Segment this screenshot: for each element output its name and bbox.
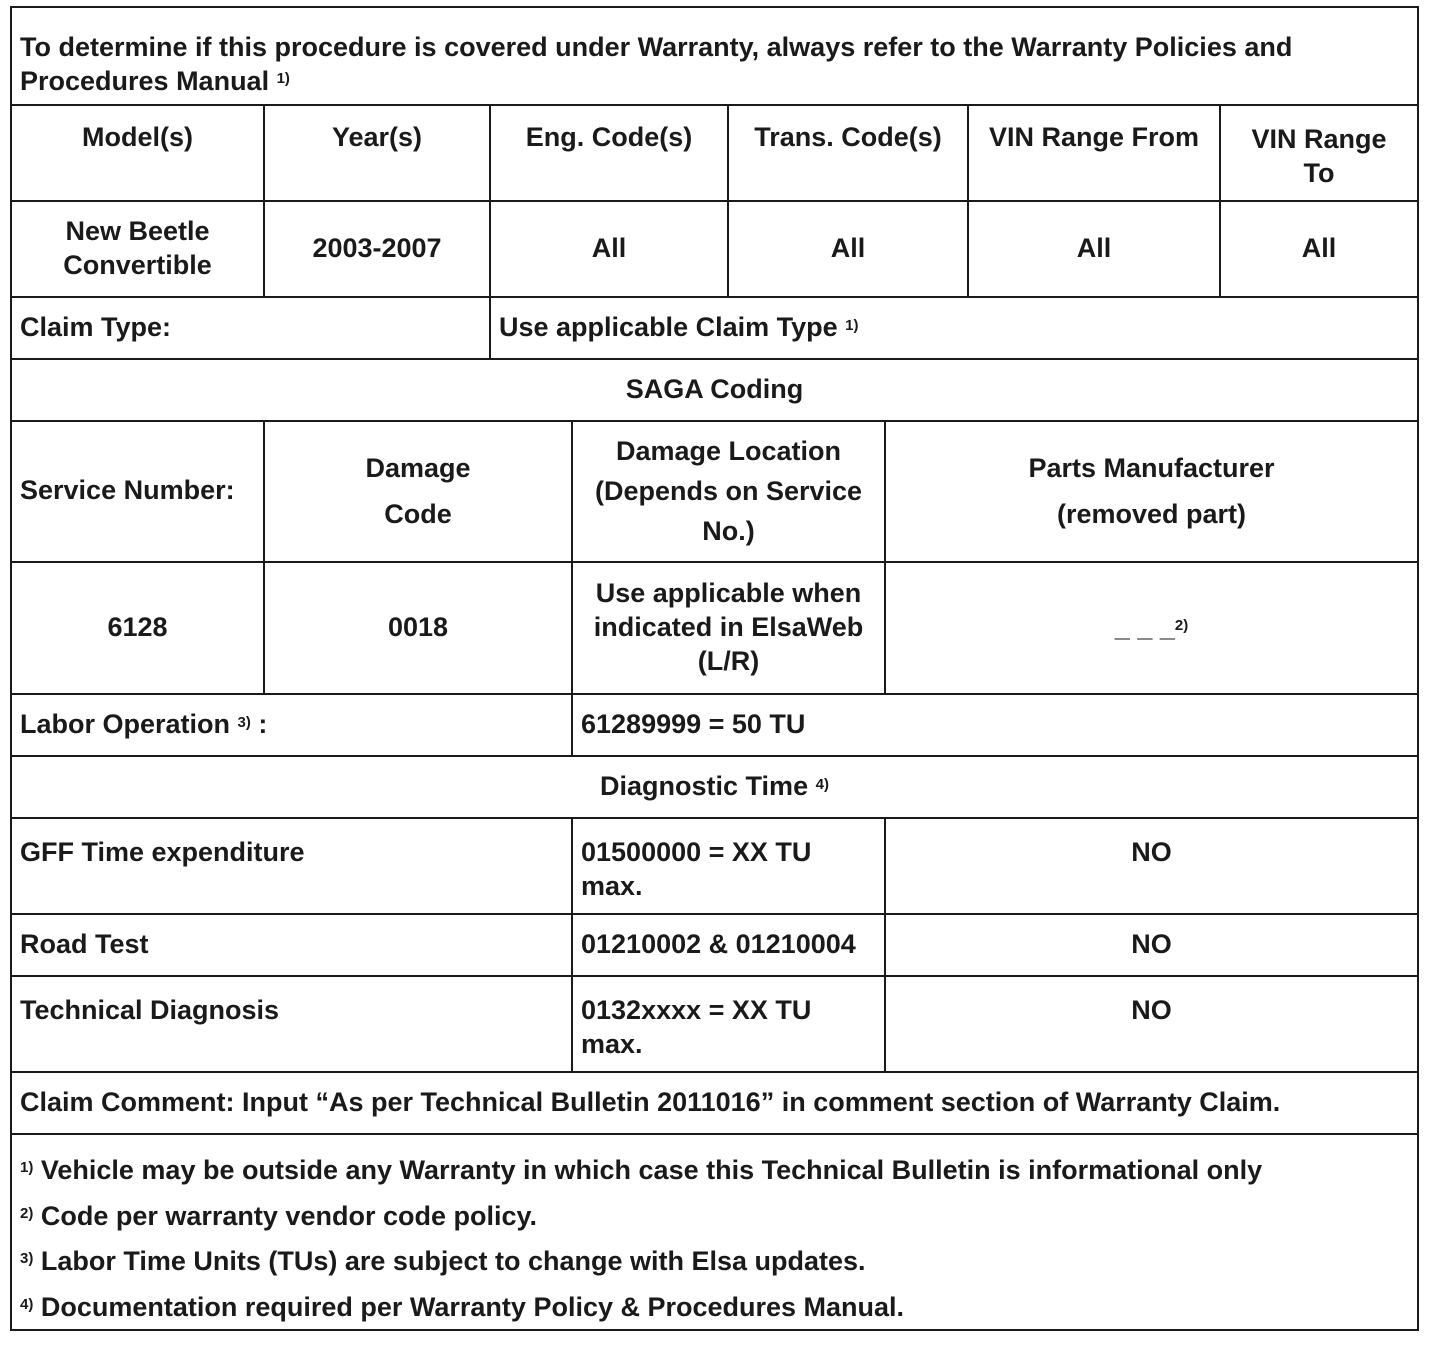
diag-code: 0132xxxx = XX TU max. (573, 975, 886, 1071)
diagnostic-title: Diagnostic Time $^{4)}$ (600, 770, 829, 801)
cell-trans-codes: All (729, 200, 969, 296)
saga-damage-code: 0018 (265, 561, 573, 693)
diagnostic-row-gff (12, 817, 1417, 915)
diagnostic-row-road-test (12, 913, 1417, 977)
cell-eng-codes: All (491, 200, 729, 296)
saga-damage-location: Use applicable when indicated in ElsaWeb (L/R) (573, 561, 886, 693)
header-years: Year(s) (265, 104, 491, 200)
saga-title-row (12, 358, 1417, 422)
diag-name: Road Test (12, 913, 573, 975)
diag-value: NO (1131, 928, 1172, 959)
saga-header-damage-code: Damage Code (265, 420, 573, 561)
diag-value: NO (1131, 995, 1172, 1025)
intro-band (12, 8, 1417, 106)
footnote-3: $^{3)}$ Labor Time Units (TUs) are subject to change with Elsa updates. (20, 1246, 866, 1276)
saga-header-service-number: Service Number: (12, 420, 265, 561)
labor-operation-value: 61289999 = 50 TU (581, 708, 806, 739)
saga-parts-manufacturer: _ _ _ $^{2)}$ (1114, 611, 1189, 642)
diag-value: NO (1131, 837, 1172, 867)
labor-operation-row (12, 693, 1417, 757)
saga-data-row (12, 561, 1417, 695)
saga-header-parts-manufacturer: Parts Manufacturer (removed part) (1028, 452, 1275, 529)
footnote-ref-3: 3) (237, 713, 251, 731)
intro-text: To determine if this procedure is covered under Warranty, always refer to the Warranty Policies and Procedures Manual $^{1)}$ (20, 32, 1293, 96)
claim-comment: Claim Comment: Input “As per Technical Bulletin 2011016” in comment section of Warranty Claim. (20, 1086, 1281, 1117)
cell-vin-to: All (1301, 232, 1337, 263)
footnote-ref-4: 4) (815, 775, 829, 793)
cell-vin-from: All (969, 200, 1221, 296)
footnotes (12, 1133, 1417, 1329)
saga-service-number: 6128 (12, 561, 265, 693)
cell-model: New Beetle Convertible (12, 200, 265, 296)
footnote-1: $^{1)}$ Vehicle may be outside any Warranty in which case this Technical Bulletin is informational only (20, 1155, 1263, 1185)
warranty-table (10, 6, 1419, 1331)
claim-type-value: Use applicable Claim Type $^{1)}$ (499, 311, 859, 342)
footnote-ref-1: 1) (845, 316, 859, 334)
claim-comment-row (12, 1071, 1417, 1135)
header-vin-from: VIN Range From (969, 104, 1221, 200)
footnote-4: $^{4)}$ Documentation required per Warranty Policy & Procedures Manual. (20, 1292, 905, 1322)
diagnostic-row-technical (12, 975, 1417, 1073)
diagnostic-title-row (12, 755, 1417, 819)
saga-header-damage-location: Damage Location (Depends on Service No.) (573, 420, 886, 561)
claim-type-row (12, 296, 1417, 360)
labor-operation-label: Labor Operation $^{3)}$ : (12, 693, 573, 755)
footnote-2: $^{2)}$ Code per warranty vendor code policy. (20, 1201, 537, 1231)
vehicle-header-row (12, 104, 1417, 202)
footnote-ref-2: 2) (1174, 616, 1189, 634)
diag-name: Technical Diagnosis (12, 975, 573, 1071)
diag-code: 01210002 & 01210004 (573, 913, 886, 975)
diag-name: GFF Time expenditure (12, 817, 573, 913)
cell-years: 2003-2007 (265, 200, 491, 296)
header-vin-to: VIN Range To (1251, 124, 1387, 188)
footnote-ref-1: 1) (276, 70, 290, 87)
vehicle-data-row (12, 200, 1417, 298)
header-trans-codes: Trans. Code(s) (729, 104, 969, 200)
header-eng-codes: Eng. Code(s) (491, 104, 729, 200)
header-models: Model(s) (12, 104, 265, 200)
saga-header-row (12, 420, 1417, 563)
claim-type-label: Claim Type: (12, 296, 491, 358)
diag-code: 01500000 = XX TU max. (573, 817, 886, 913)
saga-title: SAGA Coding (625, 373, 804, 404)
